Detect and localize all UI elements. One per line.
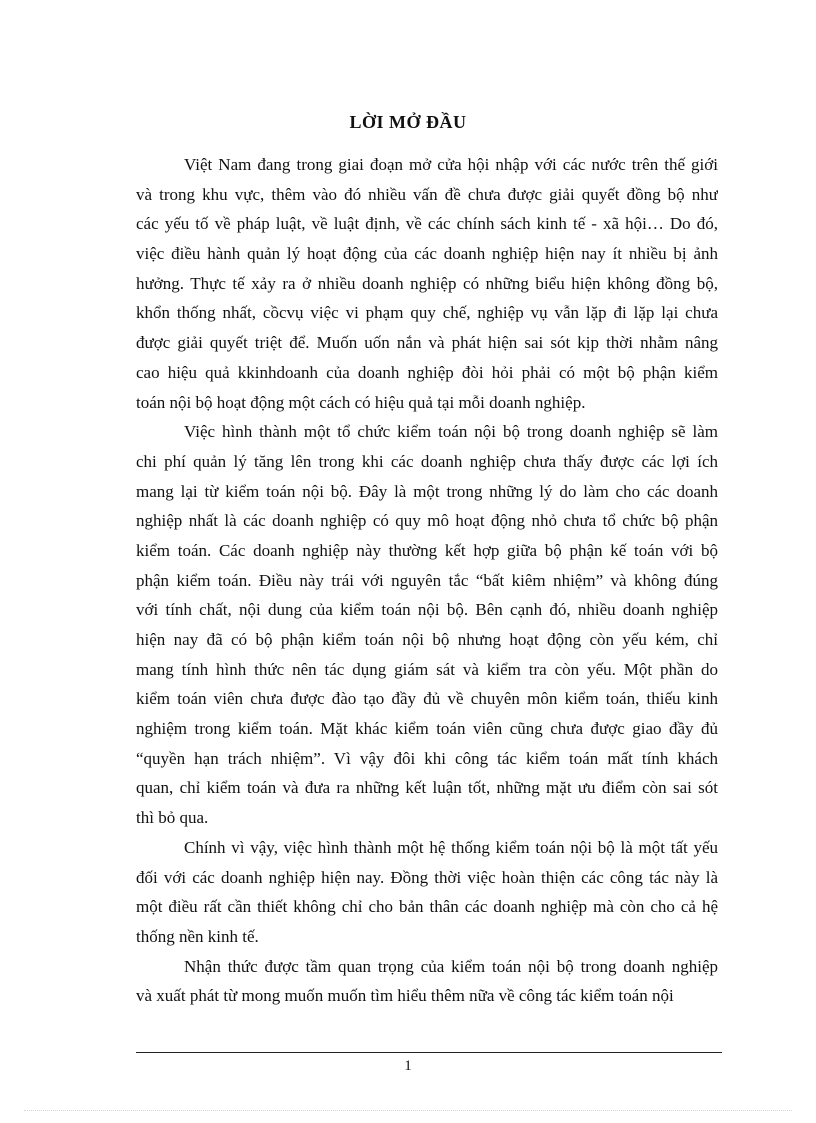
text-line: kiểm toán. Các doanh nghiệp này thường kết hợp giữa bộ phận kế toán với bộ — [136, 540, 718, 560]
text-line: và xuất phát từ mong muốn muốn tìm hiểu thêm nữa về công tác kiểm toán nội — [136, 986, 674, 1006]
text-line: Nhận thức được tầm quan trọng của kiểm toán nội bộ trong doanh nghiệp — [184, 956, 718, 976]
text-line: mang tính hình thức nên tác dụng giám sát và kiểm tra còn yếu. Một phần do — [136, 659, 718, 679]
text-line: nghiệm trong kiểm toán. Mặt khác kiểm toán viên cũng chưa được giao đầy đủ — [136, 719, 718, 739]
paragraph-2 — [136, 417, 718, 833]
paragraph-3 — [136, 833, 718, 952]
text-line: thì bỏ qua. — [136, 808, 209, 828]
text-line: nghiệp nhất là các doanh nghiệp có quy mô hoạt động nhỏ chưa tổ chức bộ phận — [136, 511, 718, 531]
text-line: thống nền kinh tế. — [136, 926, 259, 946]
text-line: hưởng. Thực tế xảy ra ở nhiều doanh nghiệp có những biểu hiện không đồng bộ, — [136, 273, 718, 293]
text-line: Việc hình thành một tổ chức kiểm toán nội bộ trong doanh nghiệp sẽ làm — [184, 422, 718, 442]
text-line: chi phí quản lý tăng lên trong khi các doanh nghiệp chưa thấy được các lợi ích — [136, 451, 718, 471]
paragraph-4 — [136, 952, 718, 1011]
text-line: với tính chất, nội dung của kiểm toán nội bộ. Bên cạnh đó, nhiều doanh nghiệp — [136, 600, 718, 620]
text-line: phận kiểm toán. Điều này trái với nguyên tắc “bất kiêm nhiệm” và không đúng — [136, 570, 718, 590]
paragraph-1 — [136, 150, 718, 417]
text-line: mang lại từ kiểm toán nội bộ. Đây là một trong những lý do làm cho các doanh — [136, 481, 718, 501]
text-line: Việt Nam đang trong giai đoạn mở cửa hội nhập với các nước trên thế giới — [184, 155, 718, 174]
text-line: hiện nay đã có bộ phận kiểm toán nội bộ nhưng hoạt động còn yếu kém, chỉ — [136, 630, 718, 649]
text-line: kiểm toán viên chưa được đào tạo đầy đủ về chuyên môn kiểm toán, thiếu kinh — [136, 689, 718, 709]
page-title: LỜI MỞ ĐẦU — [349, 112, 467, 132]
text-line: “quyền hạn trách nhiệm”. Vì vậy đôi khi công tác kiểm toán mất tính khách — [136, 748, 718, 768]
footer-divider — [136, 1052, 722, 1053]
text-line: Chính vì vậy, việc hình thành một hệ thống kiểm toán nội bộ là một tất yếu — [184, 837, 718, 857]
text-line: các yếu tố về pháp luật, về luật định, về các chính sách kinh tế - xã hội… Do đó, — [136, 214, 718, 234]
text-line: đối với các doanh nghiệp hiện nay. Đồng thời việc hoàn thiện các công tác này là — [136, 867, 718, 887]
page-number: 1 — [404, 1058, 412, 1074]
text-line: được giải quyết triệt để. Muốn uốn nắn và phát hiện sai sót kịp thời nhằm nâng — [136, 333, 718, 353]
document-body — [136, 150, 718, 1011]
text-line: toán nội bộ hoạt động một cách có hiệu quả tại mỗi doanh nghiệp. — [136, 392, 586, 412]
text-line: và trong khu vực, thêm vào đó nhiều vấn đề chưa được giải quyết đồng bộ như — [136, 184, 718, 204]
text-line: một điều rất cần thiết không chỉ cho bản thân các doanh nghiệp mà còn cho cả hệ — [136, 897, 718, 917]
text-line: cao hiệu quả kkinhdoanh của doanh nghiệp đòi hỏi phải có một bộ phận kiểm — [136, 362, 718, 382]
text-line: khổn thống nhất, cồcvụ việc vi phạm quy chế, nghiệp vụ vẫn lặp đi lặp lại chưa — [136, 303, 718, 323]
text-line: quan, chỉ kiểm toán và đưa ra những kết luận tốt, những mặt ưu điểm còn sai sót — [136, 778, 718, 798]
text-line: việc điều hành quản lý hoạt động của các doanh nghiệp hiện nay ít nhiều bị ảnh — [136, 244, 718, 264]
page-break-marker — [24, 1110, 792, 1111]
